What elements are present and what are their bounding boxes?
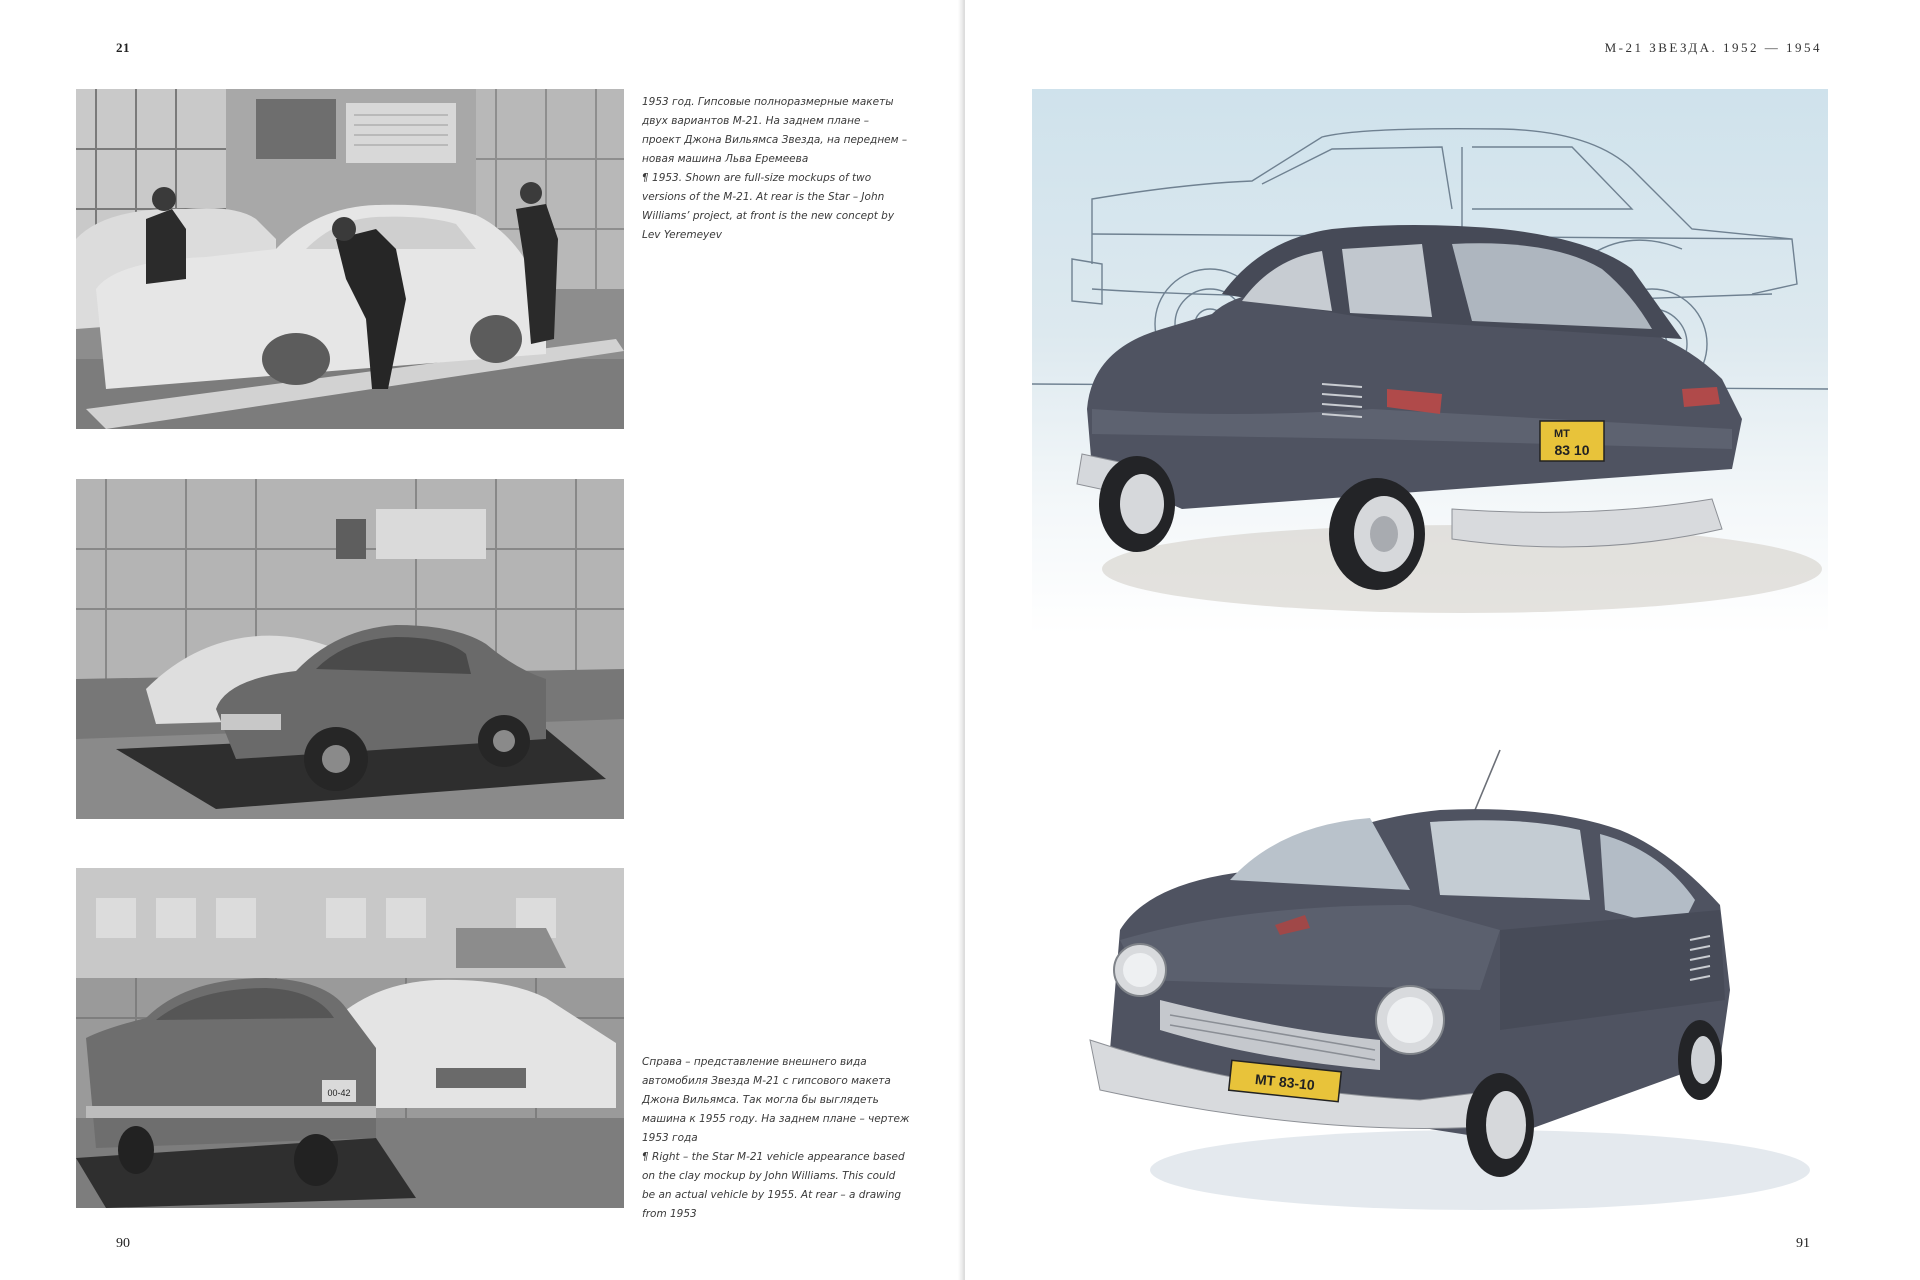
caption-star-m21 xyxy=(642,1053,910,1224)
photo-3-plate: 00-42 xyxy=(327,1088,351,1098)
photo-workshop-mockups xyxy=(76,479,624,819)
photo-plaster-mockups-image xyxy=(76,89,624,429)
photo-plaster-mockups xyxy=(76,89,624,429)
page-number-right: 91 xyxy=(1796,1236,1810,1251)
caption-2-en: ¶ Right – the Star M-21 vehicle appearance based on the clay mockup by John Williams. This could be an actual vehicle by 1955. At rear – a drawing from 1953 xyxy=(642,1151,905,1220)
page-number-left: 90 xyxy=(116,1236,130,1251)
illus-top-plate-number: 83 10 xyxy=(1554,442,1590,458)
caption-2-ru: Справа – представление внешнего вида автомобиля Звезда М-21 с гипсового макета Джона Вильямса. Так могла бы выглядеть машина к 1955 году. На заднем плане – чертеж 1953 года xyxy=(642,1056,910,1144)
running-head-right: М-21 ЗВЕЗДА. 1952 — 1954 xyxy=(1604,40,1822,55)
illustration-rear-view xyxy=(1032,89,1828,635)
caption-1-ru: 1953 год. Гипсовые полноразмерные макеты двух вариантов М-21. На заднем плане – проект Джона Вильямса Звезда, на переднем – новая машина Льва Еремеева xyxy=(642,96,908,165)
photo-rear-mockups xyxy=(76,868,624,1208)
photo-rear-mockups-image xyxy=(76,868,624,1208)
illustration-front-view xyxy=(1080,730,1820,1230)
illus-top-plate-series: МТ xyxy=(1554,428,1570,440)
illus-bottom-plate: МТ 83-10 xyxy=(1254,1070,1316,1094)
running-head-left: 21 xyxy=(116,40,130,55)
illustration-front-view-image xyxy=(1080,730,1820,1230)
photo-workshop-mockups-image xyxy=(76,479,624,819)
caption-1-en: ¶ 1953. Shown are full-size mockups of two versions of the M-21. At rear is the Star – John Williams’ project, at front is the new concept by Lev Yeremeyev xyxy=(642,172,895,241)
caption-plaster-mockups xyxy=(642,93,910,245)
illustration-rear-view-image xyxy=(1032,89,1828,635)
